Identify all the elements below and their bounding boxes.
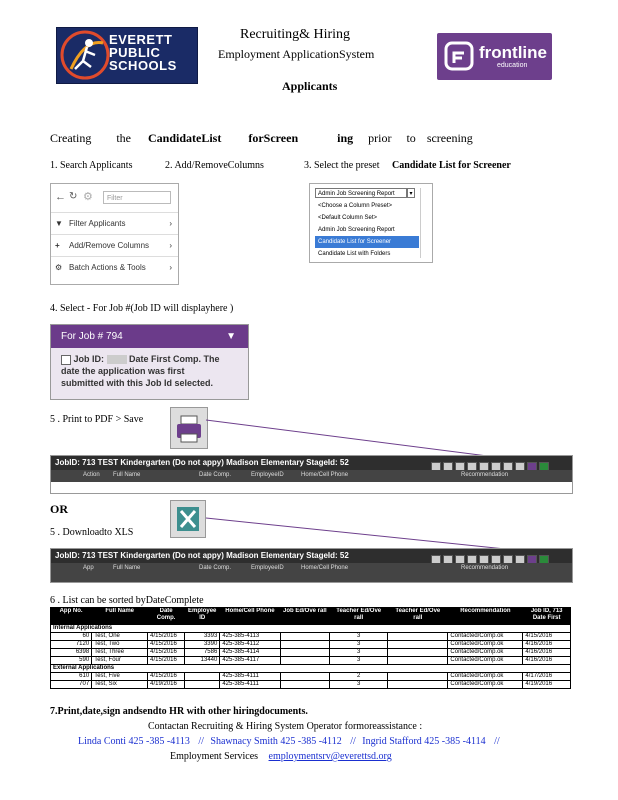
page-title: Recruiting& Hiring bbox=[240, 27, 351, 42]
col-header[interactable]: Full Name bbox=[113, 565, 141, 571]
section-title: Applicants bbox=[282, 79, 338, 93]
intro-word: the bbox=[116, 131, 131, 145]
grid-header-row bbox=[51, 563, 572, 582]
intro-word: to bbox=[406, 131, 416, 145]
table-cell: 2 bbox=[330, 673, 388, 681]
table-cell: 425-385-4111 bbox=[220, 681, 280, 689]
table-cell bbox=[280, 641, 330, 649]
preset-option[interactable]: Admin Job Screening Report bbox=[318, 227, 395, 233]
job-body-line3: submitted with this Job Id selected. bbox=[61, 378, 214, 388]
table-row[interactable] bbox=[51, 649, 571, 657]
table-cell: 3390 bbox=[185, 641, 220, 649]
logo-line-3: SCHOOLS bbox=[109, 58, 177, 73]
table-cell: 4/15/2016 bbox=[148, 633, 185, 641]
chevron-right-icon: › bbox=[169, 241, 172, 250]
table-cell: 3 bbox=[330, 633, 388, 641]
table-cell: 6398 bbox=[51, 649, 92, 657]
table-cell bbox=[388, 633, 448, 641]
table-cell: 425-385-4117 bbox=[220, 657, 280, 665]
col-header[interactable]: App bbox=[83, 565, 94, 571]
contacts-line bbox=[78, 736, 500, 747]
table-cell bbox=[280, 633, 330, 641]
grid-title: JobID: 713 TEST Kindergarten (Do not appy) Madison Elementary StageId: 52 bbox=[55, 458, 349, 467]
col-header[interactable]: Home/Cell Phone bbox=[301, 565, 349, 571]
table-cell: 7120 bbox=[51, 641, 92, 649]
table-cell: 425-385-4112 bbox=[220, 641, 280, 649]
intro-word: forScreen bbox=[248, 131, 299, 145]
menu-item-label: Batch Actions & Tools bbox=[69, 263, 146, 272]
table-cell: 4/16/2016 bbox=[523, 641, 571, 649]
contact-shawnacy: Shawnacy Smith 425 -385 -4112 bbox=[210, 736, 342, 747]
job-body-text: Date First Comp. The bbox=[129, 354, 220, 364]
separator: // bbox=[198, 736, 204, 747]
table-cell: 4/15/2016 bbox=[148, 657, 185, 665]
col-header[interactable]: Full Name bbox=[92, 608, 148, 625]
table-cell bbox=[185, 673, 220, 681]
table-cell: 4/15/2016 bbox=[148, 641, 185, 649]
preset-select[interactable]: Admin Job Screening Report bbox=[315, 188, 407, 198]
menu-item-label: Filter Applicants bbox=[69, 219, 126, 228]
table-cell: 7586 bbox=[185, 649, 220, 657]
table-cell: 590 bbox=[51, 657, 92, 665]
table-cell: Contacted/Comp.ok bbox=[448, 633, 523, 641]
table-cell: Test, One bbox=[92, 633, 148, 641]
table-cell bbox=[280, 673, 330, 681]
table-cell: Test, Four bbox=[92, 657, 148, 665]
plus-icon: + bbox=[55, 241, 60, 250]
logo-line-1: EVERETT bbox=[109, 32, 173, 47]
excel-x-icon bbox=[171, 501, 205, 537]
table-cell: Contacted/Comp.ok bbox=[448, 681, 523, 689]
table-cell: 4/15/2016 bbox=[148, 673, 185, 681]
table-cell: 4/19/2016 bbox=[148, 681, 185, 689]
grid-title: JobID: 713 TEST Kindergarten (Do not appy) Madison Elementary StageId: 52 bbox=[55, 551, 349, 560]
step-3-text: 3. Select the preset bbox=[304, 160, 380, 171]
job-body-line2: date the application was first bbox=[61, 366, 185, 376]
refresh-icon[interactable]: ↻ bbox=[69, 191, 78, 202]
table-cell: 3 bbox=[330, 641, 388, 649]
col-header[interactable]: Recommendation bbox=[461, 472, 509, 478]
grid-header-row bbox=[51, 470, 572, 482]
step-6-label: 6 . List can be sorted byDateComplete bbox=[50, 595, 204, 606]
col-header[interactable]: Home/Cell Phone bbox=[301, 472, 349, 478]
col-header[interactable]: Job ID, 713 Date First bbox=[523, 608, 571, 625]
separator: // bbox=[494, 736, 500, 747]
table-cell: 4/17/2016 bbox=[523, 673, 571, 681]
email-link[interactable]: employmentsrv@everettsd.org bbox=[268, 751, 392, 762]
gear-icon: ⚙ bbox=[55, 263, 63, 272]
menu-item-label: Add/Remove Columns bbox=[69, 241, 150, 250]
step-1-label: 1. Search Applicants bbox=[50, 160, 133, 171]
table-cell: Test, Two bbox=[92, 641, 148, 649]
download-xls-button[interactable] bbox=[170, 500, 206, 538]
col-header[interactable]: Date Comp. bbox=[199, 565, 232, 571]
intro-word: ing bbox=[337, 131, 354, 145]
table-group-row bbox=[51, 665, 571, 673]
filter-input[interactable]: Filter bbox=[103, 191, 171, 204]
contact-line: Contactan Recruiting & Hiring System Operator formoreassistance : bbox=[148, 721, 423, 732]
table-cell: 3 bbox=[330, 657, 388, 665]
table-cell: 4/15/2016 bbox=[148, 649, 185, 657]
step-5b-label: 5 . Downloadto XLS bbox=[50, 527, 134, 538]
table-cell: 425-385-4114 bbox=[220, 649, 280, 657]
table-cell: 13440 bbox=[185, 657, 220, 665]
table-cell: 4/16/2016 bbox=[523, 649, 571, 657]
candidate-table bbox=[50, 607, 571, 689]
chevron-right-icon: › bbox=[169, 263, 172, 272]
contact-ingrid: Ingrid Stafford 425 -385 -4114 bbox=[362, 736, 486, 747]
table-cell bbox=[388, 673, 448, 681]
table-row[interactable] bbox=[51, 657, 571, 665]
or-label: OR bbox=[50, 502, 68, 516]
step-7-label: 7.Print,date,sign andsendto HR with other hiringdocuments. bbox=[50, 706, 308, 717]
table-cell: 3393 bbox=[185, 633, 220, 641]
col-header[interactable]: Employee ID bbox=[185, 608, 220, 625]
preset-option[interactable]: <Choose a Column Preset> bbox=[318, 203, 393, 209]
table-cell bbox=[280, 657, 330, 665]
table-cell: 4/16/2016 bbox=[523, 657, 571, 665]
settings-gear-icon[interactable]: ⚙ bbox=[83, 191, 93, 203]
services-label: Employment Services bbox=[170, 751, 259, 762]
contact-linda: Linda Conti 425 -385 -4113 bbox=[78, 736, 190, 747]
filter-funnel-icon: ▼ bbox=[55, 219, 63, 228]
table-row[interactable] bbox=[51, 673, 571, 681]
table-cell: 4/19/2016 bbox=[523, 681, 571, 689]
table-cell: 4/15/2016 bbox=[523, 633, 571, 641]
table-cell bbox=[388, 681, 448, 689]
col-header[interactable]: Full Name bbox=[113, 472, 141, 478]
col-header[interactable]: EmployeeID bbox=[251, 565, 284, 571]
table-header-row bbox=[51, 608, 571, 625]
step-5a-label: 5 . Print to PDF > Save bbox=[50, 414, 144, 425]
chevron-down-icon: ▼ bbox=[226, 331, 236, 342]
frontline-sub: education bbox=[497, 62, 528, 69]
chevron-down-icon[interactable]: ▾ bbox=[407, 188, 415, 198]
back-arrow-icon[interactable]: ← bbox=[55, 191, 66, 203]
table-cell bbox=[388, 657, 448, 665]
frontline-name: frontline bbox=[479, 43, 547, 62]
col-header[interactable]: Date Comp. bbox=[199, 472, 232, 478]
table-cell: Contacted/Comp.ok bbox=[448, 657, 523, 665]
step-2-label: 2. Add/RemoveColumns bbox=[165, 160, 264, 171]
table-group-row bbox=[51, 625, 571, 633]
table-cell: Test, Six bbox=[92, 681, 148, 689]
table-cell bbox=[388, 649, 448, 657]
table-cell bbox=[388, 641, 448, 649]
table-cell bbox=[185, 681, 220, 689]
preset-option[interactable]: Candidate List with Folders bbox=[318, 251, 391, 257]
col-header[interactable]: Action bbox=[83, 472, 100, 478]
table-cell: Test, Five bbox=[92, 673, 148, 681]
col-header[interactable]: Teacher Ed/Ove rall bbox=[330, 608, 388, 625]
col-header[interactable]: Date Comp. bbox=[148, 608, 185, 625]
intro-word: screening bbox=[426, 131, 473, 145]
preset-option[interactable]: <Default Column Set> bbox=[318, 215, 378, 221]
step-3-bold: Candidate List for Screener bbox=[392, 160, 511, 171]
table-cell: Contacted/Comp.ok bbox=[448, 673, 523, 681]
col-header[interactable]: Home/Cell Phone bbox=[220, 608, 280, 625]
services-line bbox=[170, 751, 392, 762]
group-label: External Applications bbox=[51, 665, 571, 673]
table-cell: 3 bbox=[330, 681, 388, 689]
col-header[interactable]: Recommendation bbox=[461, 565, 509, 571]
job-panel-header-text: For Job # 794 bbox=[61, 331, 123, 342]
chevron-right-icon: › bbox=[169, 219, 172, 228]
table-row[interactable] bbox=[51, 641, 571, 649]
group-label: Internal Applications bbox=[51, 625, 571, 633]
table-cell: 425-385-4111 bbox=[220, 673, 280, 681]
table-body bbox=[51, 625, 571, 689]
preset-option[interactable]: Candidate List for Screener bbox=[315, 236, 419, 248]
table-cell bbox=[280, 681, 330, 689]
table-cell: Contacted/Comp.ok bbox=[448, 649, 523, 657]
intro-word: Creating bbox=[50, 131, 92, 145]
table-row[interactable] bbox=[51, 633, 571, 641]
table-cell: 60 bbox=[51, 633, 92, 641]
table-cell: 425-385-4113 bbox=[220, 633, 280, 641]
col-header[interactable]: Teacher Ed/Ove rall bbox=[388, 608, 448, 625]
intro-word: CandidateList bbox=[148, 131, 222, 145]
col-header[interactable]: Job Ed/Ove rall bbox=[280, 608, 330, 625]
table-row[interactable] bbox=[51, 681, 571, 689]
job-id-label: Job ID: bbox=[73, 354, 105, 364]
separator: // bbox=[350, 736, 356, 747]
grid-toolbar-print bbox=[50, 455, 573, 494]
col-header[interactable]: Recommendation bbox=[448, 608, 523, 625]
table-cell: 3 bbox=[330, 649, 388, 657]
logo-line-2: PUBLIC bbox=[109, 45, 161, 60]
step-4-label: 4. Select - For Job #(Job ID will displayhere ) bbox=[50, 303, 234, 314]
table-cell bbox=[280, 649, 330, 657]
intro-word: prior bbox=[368, 131, 392, 145]
page-subtitle: Employment ApplicationSystem bbox=[218, 47, 375, 61]
grid-toolbar-xls bbox=[50, 548, 573, 583]
table-cell: Contacted/Comp.ok bbox=[448, 641, 523, 649]
table-cell: 707 bbox=[51, 681, 92, 689]
col-header[interactable]: App No. bbox=[51, 608, 92, 625]
col-header[interactable]: EmployeeID bbox=[251, 472, 284, 478]
table-cell: Test, Three bbox=[92, 649, 148, 657]
table-cell: 610 bbox=[51, 673, 92, 681]
